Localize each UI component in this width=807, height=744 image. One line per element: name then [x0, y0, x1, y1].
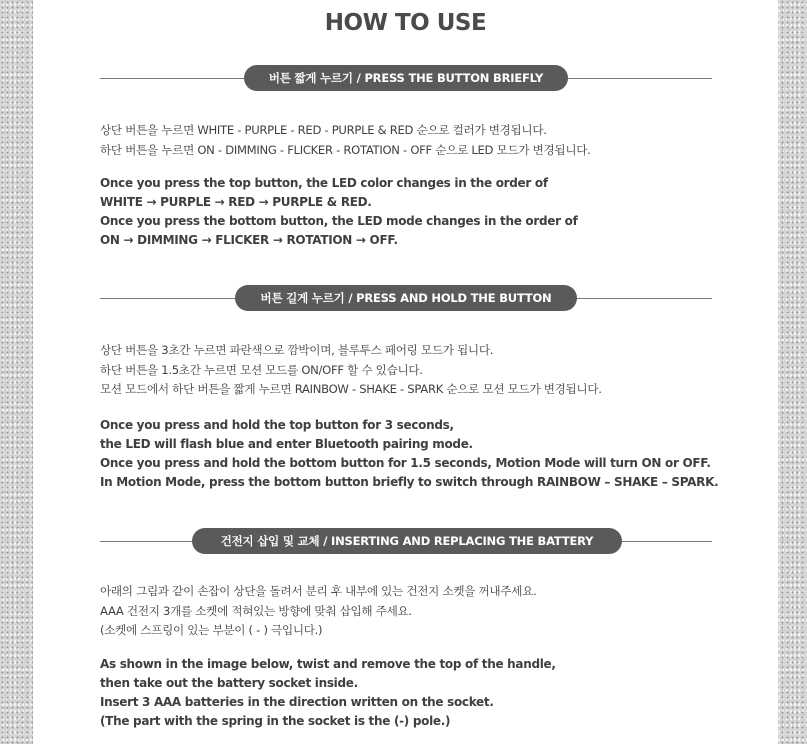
paragraph-line: ON → DIMMING → FLICKER → ROTATION → OFF.	[100, 233, 398, 247]
paragraph-line: Once you press and hold the bottom button for 1.5 seconds, Motion Mode will turn ON or OFF.	[100, 456, 711, 470]
section-pill-press-briefly: 버튼 짧게 누르기 / PRESS THE BUTTON BRIEFLY	[244, 65, 568, 91]
paragraph-line: Once you press the top button, the LED color changes in the order of	[100, 176, 548, 190]
paragraph-line: In Motion Mode, press the bottom button briefly to switch through RAINBOW – SHAKE – SPARK.	[100, 475, 719, 489]
paragraph-line: AAA 건전지 3개를 소켓에 적혀있는 방향에 맞춰 삽입해 주세요.	[100, 603, 412, 618]
paragraph-line: Once you press the bottom button, the LED mode changes in the order of	[100, 214, 578, 228]
section-header-battery	[100, 528, 712, 554]
paragraph-line: (소켓에 스프링이 있는 부분이 ( - ) 극입니다.)	[100, 623, 323, 637]
korean-text-battery	[100, 582, 750, 641]
paragraph-line: As shown in the image below, twist and remove the top of the handle,	[100, 657, 556, 671]
english-text-press-briefly	[100, 174, 750, 250]
paragraph-line: the LED will flash blue and enter Bluetooth pairing mode.	[100, 437, 473, 451]
paragraph-line: (The part with the spring in the socket is the (-) pole.)	[100, 714, 451, 728]
paragraph-line: then take out the battery socket inside.	[100, 676, 358, 690]
section-header-press-and-hold	[100, 285, 712, 311]
section-pill-press-and-hold: 버튼 길게 누르기 / PRESS AND HOLD THE BUTTON	[235, 285, 577, 311]
english-text-battery	[100, 655, 750, 731]
section-header-press-briefly	[100, 65, 712, 91]
paragraph-line: 모션 모드에서 하단 버튼을 짧게 누르면 RAINBOW - SHAKE - SPARK 순으로 모션 모드가 변경됩니다.	[100, 382, 602, 396]
paragraph-line: 상단 버튼을 누르면 WHITE - PURPLE - RED - PURPLE & RED 순으로 컬러가 변경됩니다.	[100, 123, 547, 137]
paragraph-line: Once you press and hold the top button for 3 seconds,	[100, 418, 454, 432]
page-title: HOW TO USE	[324, 10, 487, 36]
english-text-press-and-hold	[100, 416, 750, 492]
paragraph-line: WHITE → PURPLE → RED → PURPLE & RED.	[100, 195, 372, 209]
section-pill-battery: 건전지 삽입 및 교체 / INSERTING AND REPLACING THE BATTERY	[192, 528, 622, 554]
paragraph-line: Insert 3 AAA batteries in the direction written on the socket.	[100, 695, 494, 709]
korean-text-press-briefly	[100, 121, 750, 160]
korean-text-press-and-hold	[100, 341, 750, 400]
paragraph-line: 하단 버튼을 누르면 ON - DIMMING - FLICKER - ROTATION - OFF 순으로 LED 모드가 변경됩니다.	[100, 142, 591, 157]
paragraph-line: 상단 버튼을 3초간 누르면 파란색으로 깜박이며, 블루투스 페어링 모드가 됩니다.	[100, 343, 494, 357]
paragraph-line: 아래의 그림과 같이 손잡이 상단을 돌려서 분리 후 내부에 있는 건전지 소켓을 꺼내주세요.	[100, 584, 537, 598]
paragraph-line: 하단 버튼을 1.5초간 누르면 모션 모드를 ON/OFF 할 수 있습니다.	[100, 362, 423, 377]
instruction-page	[33, 0, 778, 744]
